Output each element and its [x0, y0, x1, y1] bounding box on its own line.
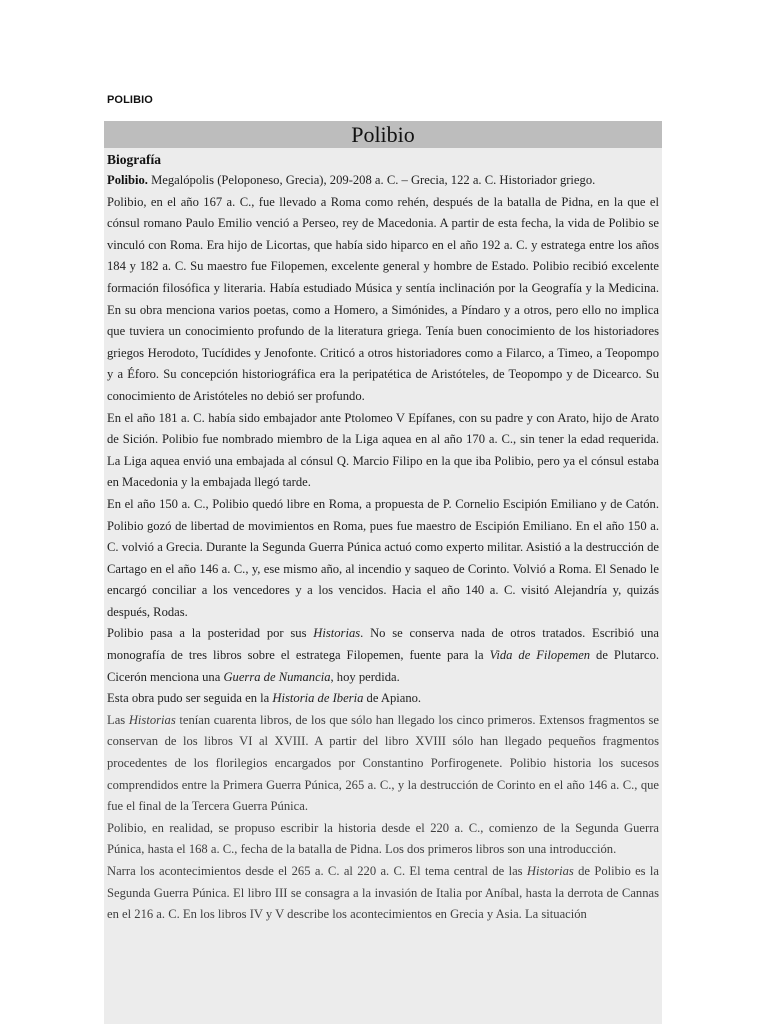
italic-title-text: Historias [526, 864, 574, 878]
italic-title-text: Guerra de Numancia [223, 669, 331, 684]
italic-title-text: Historia de Iberia [272, 691, 364, 706]
paragraph-text: Narra los acontecimientos desde el 265 a. C. al 220 a. C. El tema central de las [107, 864, 527, 878]
italic-title-text: Historias [313, 626, 361, 641]
article-title: Polibio [104, 121, 662, 148]
paragraph [107, 688, 659, 710]
italic-title-text: Historias [128, 712, 176, 727]
paragraph-text: de Plutarco. Cicerón menciona una [107, 648, 660, 684]
paragraph [107, 408, 659, 494]
paragraph [107, 710, 659, 818]
paragraph-text: Megalópolis (Peloponeso, Grecia), 209-208 a. C. – Grecia, 122 a. C. Historiador griego. [147, 173, 596, 187]
paragraph-text: , hoy perdida. [330, 669, 400, 684]
paragraph-text: Esta obra pudo ser seguida en la [107, 691, 273, 706]
paragraph-text: . No se conserva nada de otros tratados. Escribió una monografía de tres libros sobre el estratega Filopemen, fuente para la [107, 626, 659, 663]
paragraph-text: Polibio, en el año 167 a. C., fue llevado a Roma como rehén, después de la batalla de Pidna, en la que el cónsul romano Paulo Emilio venció a Perseo, rey de Macedonia. A partir de esta fecha, la vida de Polibio se vinculó con Roma. Era hijo de Licortas, que había sido hiparco en el año 192 a. C. y estratega entre los años 184 y 182 a. C. Su maestro fue Filopemen, excelente general y hombre de Estado. Polibio recibió excelente formación filosófica y literaria. Había estudiado Música y sentía inclinación por la Geografía y la Medicina. En su obra menciona varios poetas, como a Homero, a Simónides, a Píndaro y a otros, pero ello no implica que tuviera un conocimiento profundo de la literatura griega. Tenía buen conocimiento de los historiadores griegos Herodoto, Tucídides y Jenofonte. Criticó a otros historiadores como a Filarco, a Timeo, a Teopompo y a Éforo. Su concepción historiográfica era la peripatética de Aristóteles, de Teopompo y de Dicearco. Su conocimiento de Aristóteles no debió ser profundo. [107, 194, 659, 403]
paragraph-list [107, 170, 659, 926]
paragraph-text: En el año 181 a. C. había sido embajador ante Ptolomeo V Epífanes, con su padre y con Arato, hijo de Arato de Sición. Polibio fue nombrado miembro de la Liga aquea en al año 170 a. C., sin tener la edad requerida. La Liga aquea envió una embajada al cónsul Q. Marcio Filipo en la que iba Polibio, pero ya el cónsul estaba en Macedonia y la embajada llegó tarde. [107, 410, 659, 490]
paragraph [107, 170, 659, 192]
page-header-label: POLIBIO [107, 94, 153, 106]
paragraph [107, 494, 659, 624]
paragraph-text: de Polibio es la Segunda Guerra Púnica. El libro III se consagra a la invasión de Italia por Aníbal, hasta la derrota de Cannas en el 216 a. C. En los libros IV y V describe los acontecimientos en Grecia y Asia. La situación [107, 864, 659, 922]
paragraph-text: Polibio pasa a la posteridad por sus [107, 626, 314, 641]
paragraph-text: Las [107, 712, 129, 727]
paragraph [107, 623, 659, 688]
bold-lead-text: Polibio. [107, 173, 148, 187]
paragraph-text: tenían cuarenta libros, de los que sólo han llegado los cinco primeros. Extensos fragmentos se conservan de los libros VI al XVIII. A partir del libro XVIII sólo han llegado pequeños fragmentos procedentes de los florilegios encargados por Constantino Porfirogenete. Polibio historia los sucesos comprendidos entre la Primera Guerra Púnica, 265 a. C., y la destrucción de Corinto en el año 146 a. C., que fue el final de la Tercera Guerra Púnica. [107, 712, 659, 814]
paragraph [107, 192, 659, 408]
paragraph [107, 861, 659, 926]
section-heading-biografia: Biografía [107, 152, 161, 167]
article [104, 121, 662, 1024]
paragraph [107, 818, 659, 861]
paragraph-text: de Apiano. [363, 691, 422, 706]
paragraph-text: Polibio, en realidad, se propuso escribir la historia desde el 220 a. C., comienzo de la Segunda Guerra Púnica, hasta el 168 a. C., fecha de la batalla de Pidna. Los dos primeros libros son una introducción. [107, 820, 659, 857]
italic-title-text: Vida de Filopemen [489, 648, 591, 663]
paragraph-text: En el año 150 a. C., Polibio quedó libre en Roma, a propuesta de P. Cornelio Escipión Emiliano y de Catón. Polibio gozó de libertad de movimientos en Roma, pues fue maestro de Escipión Emiliano. En el año 150 a. C. volvió a Grecia. Durante la Segunda Guerra Púnica actuó como experto militar. Asistió a la destrucción de Cartago en el año 146 a. C., y, ese mismo año, al incendio y saqueo de Corinto. Volvió a Roma. El Senado le encargó conciliar a los vencedores y a los vencidos. Hacia el año 140 a. C. visitó Alejandría y, quizás después, Rodas. [107, 496, 659, 619]
article-body [104, 148, 662, 1024]
